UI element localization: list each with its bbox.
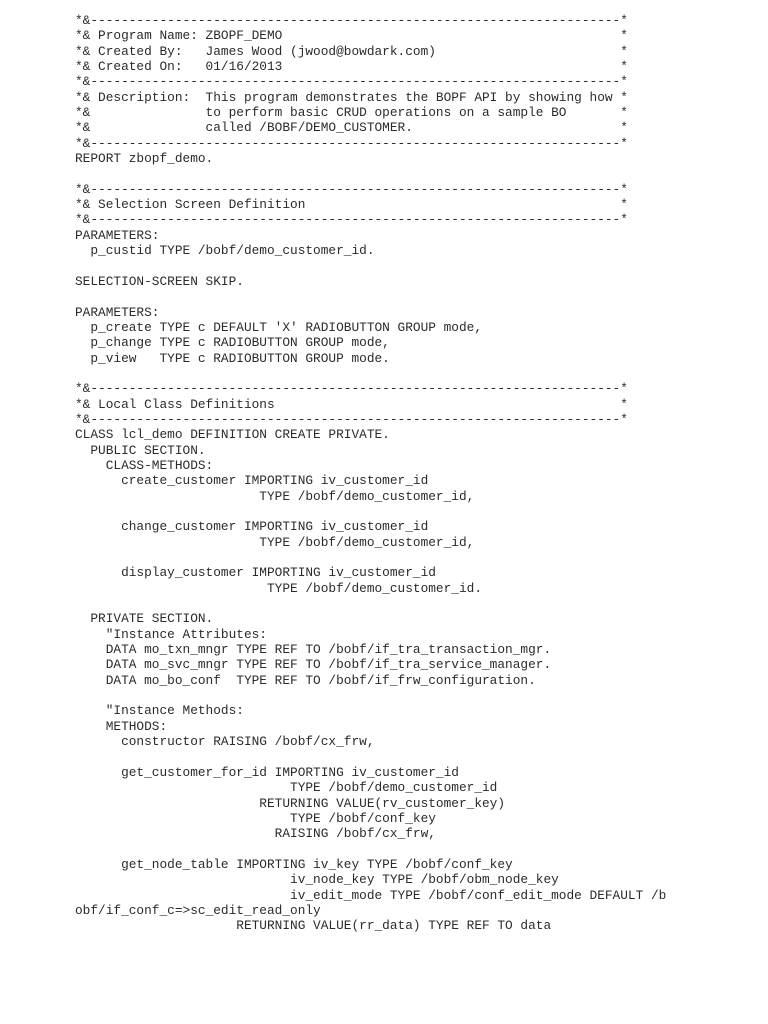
code-line: *& Created By: James Wood (jwood@bowdark.com) * xyxy=(75,43,628,59)
code-line: "Instance Methods: xyxy=(75,703,244,719)
code-line: *& Local Class Definitions * xyxy=(75,396,628,412)
code-line xyxy=(75,289,755,304)
code-line: "Instance Attributes: xyxy=(75,626,267,642)
code-line xyxy=(75,504,755,519)
code-line: RAISING /bobf/cx_frw, xyxy=(75,826,436,842)
code-line: *&---------------------------------------------------------------------* xyxy=(75,181,628,197)
code-line: *& called /BOBF/DEMO_CUSTOMER. * xyxy=(75,120,628,136)
code-line: *& to perform basic CRUD operations on a sample BO * xyxy=(75,105,628,121)
code-line xyxy=(75,842,755,857)
code-line: obf/if_conf_c=>sc_edit_read_only xyxy=(75,902,321,918)
code-line: *& Program Name: ZBOPF_DEMO * xyxy=(75,28,628,44)
code-line: SELECTION-SCREEN SKIP. xyxy=(75,273,244,289)
code-line: METHODS: xyxy=(75,718,168,734)
code-line: p_create TYPE c DEFAULT 'X' RADIOBUTTON GROUP mode, xyxy=(75,319,483,335)
code-line: *& Created On: 01/16/2013 * xyxy=(75,59,628,75)
code-line: constructor RAISING /bobf/cx_frw, xyxy=(75,734,375,750)
code-line: REPORT zbopf_demo. xyxy=(75,151,214,167)
code-line: TYPE /bobf/conf_key xyxy=(75,810,436,826)
code-line: *&---------------------------------------------------------------------* xyxy=(75,212,628,228)
code-line: *&---------------------------------------------------------------------* xyxy=(75,381,628,397)
code-line: TYPE /bobf/demo_customer_id, xyxy=(75,534,475,550)
code-line: change_customer IMPORTING iv_customer_id xyxy=(75,519,429,535)
code-line: PRIVATE SECTION. xyxy=(75,611,214,627)
code-line: *& Selection Screen Definition * xyxy=(75,197,628,213)
code-line xyxy=(75,259,755,274)
code-line: PUBLIC SECTION. xyxy=(75,442,206,458)
code-line: p_custid TYPE /bobf/demo_customer_id. xyxy=(75,243,375,259)
code-line xyxy=(75,596,755,611)
code-line: PARAMETERS: xyxy=(75,304,160,320)
code-line: CLASS lcl_demo DEFINITION CREATE PRIVATE. xyxy=(75,427,390,443)
code-line: DATA mo_txn_mngr TYPE REF TO /bobf/if_tra_transaction_mgr. xyxy=(75,642,552,658)
code-line xyxy=(75,550,755,565)
code-line: CLASS-METHODS: xyxy=(75,457,214,473)
code-line xyxy=(75,166,755,181)
code-line: RETURNING VALUE(rr_data) TYPE REF TO data xyxy=(75,918,552,934)
code-line: display_customer IMPORTING iv_customer_id xyxy=(75,565,436,581)
code-line: p_view TYPE c RADIOBUTTON GROUP mode. xyxy=(75,350,390,366)
code-line: get_customer_for_id IMPORTING iv_customer_id xyxy=(75,764,459,780)
code-line: create_customer IMPORTING iv_customer_id xyxy=(75,473,429,489)
code-line xyxy=(75,750,755,765)
code-line: DATA mo_svc_mngr TYPE REF TO /bobf/if_tra_service_manager. xyxy=(75,657,552,673)
code-line: DATA mo_bo_conf TYPE REF TO /bobf/if_frw_configuration. xyxy=(75,672,536,688)
code-line: *&---------------------------------------------------------------------* xyxy=(75,411,628,427)
code-line: *&---------------------------------------------------------------------* xyxy=(75,13,628,28)
code-line: p_change TYPE c RADIOBUTTON GROUP mode, xyxy=(75,335,390,351)
code-listing xyxy=(75,13,755,934)
code-line: TYPE /bobf/demo_customer_id, xyxy=(75,488,475,504)
code-line: PARAMETERS: xyxy=(75,227,160,243)
code-line: *&---------------------------------------------------------------------* xyxy=(75,135,628,151)
code-line: get_node_table IMPORTING iv_key TYPE /bobf/conf_key xyxy=(75,856,513,872)
code-line: TYPE /bobf/demo_customer_id. xyxy=(75,580,483,596)
code-line: iv_edit_mode TYPE /bobf/conf_edit_mode DEFAULT /b xyxy=(75,887,667,903)
code-line: *& Description: This program demonstrates the BOPF API by showing how * xyxy=(75,89,628,105)
code-line: TYPE /bobf/demo_customer_id xyxy=(75,780,498,796)
code-line: RETURNING VALUE(rv_customer_key) xyxy=(75,795,506,811)
code-line: iv_node_key TYPE /bobf/obm_node_key xyxy=(75,872,559,888)
code-line: *&---------------------------------------------------------------------* xyxy=(75,74,628,90)
code-line xyxy=(75,688,755,703)
code-line xyxy=(75,366,755,381)
